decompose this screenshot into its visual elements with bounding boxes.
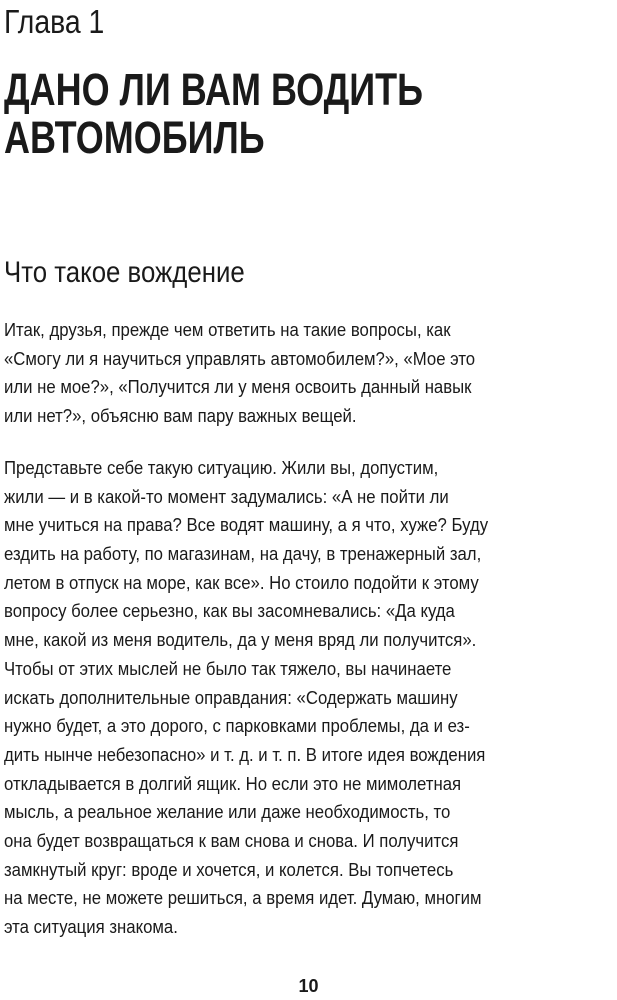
paragraph-intro — [4, 316, 511, 431]
text-line: нужно будет, а это дорого, с парковками проблемы, да и ез- — [4, 716, 470, 737]
text-line: искать дополнительные оправдания: «Содержать машину — [4, 687, 458, 708]
text-line: откладывается в долгий ящик. Но если это не мимолетная — [4, 773, 462, 794]
text-line: или нет?», объясню вам пару важных вещей. — [4, 406, 357, 427]
chapter-title-line: АВТОМОБИЛЬ — [4, 112, 265, 163]
chapter-title — [4, 66, 423, 162]
chapter-label: Глава 1 — [4, 3, 105, 40]
text-line: Чтобы от этих мыслей не было так тяжело, вы начинаете — [4, 658, 452, 679]
text-line: мысль, а реальное желание или даже необходимость, то — [4, 802, 451, 823]
chapter-title-line: ДАНО ЛИ ВАМ ВОДИТЬ — [4, 64, 423, 115]
text-line: летом в отпуск на море, как все». Но стоило подойти к этому — [4, 572, 479, 593]
text-line: мне учиться на права? Все водят машину, а я что, хуже? Буду — [4, 515, 489, 536]
paragraph-situation — [4, 454, 525, 942]
text-line: замкнутый круг: вроде и хочется, и колется. Вы топчетесь — [4, 859, 454, 880]
text-line: мне, какой из меня водитель, да у меня вряд ли получится». — [4, 630, 477, 651]
text-line: на месте, не можете решиться, а время идет. Думаю, многим — [4, 888, 482, 909]
text-line: она будет возвращаться к вам снова и снова. И получится — [4, 830, 459, 851]
text-line: вопросу более серьезно, как вы засомневались: «Да куда — [4, 601, 455, 622]
text-line: «Смогу ли я научиться управлять автомобилем?», «Мое это — [4, 348, 476, 369]
page-number: 10 — [298, 976, 319, 996]
text-line: жили — и в какой-то момент задумались: «А не пойти ли — [4, 486, 449, 507]
text-line: ездить на работу, по магазинам, на дачу, в тренажерный зал, — [4, 544, 482, 565]
text-line: Представьте себе такую ситуацию. Жили вы, допустим, — [4, 458, 439, 478]
section-title: Что такое вождение — [4, 256, 245, 289]
text-line: Итак, друзья, прежде чем ответить на такие вопросы, как — [4, 320, 451, 340]
text-line: или не мое?», «Получится ли у меня освоить данный навык — [4, 377, 472, 398]
text-line: дить нынче небезопасно» и т. д. и т. п. В итоге идея вождения — [4, 744, 486, 765]
text-line: эта ситуация знакома. — [4, 917, 178, 937]
